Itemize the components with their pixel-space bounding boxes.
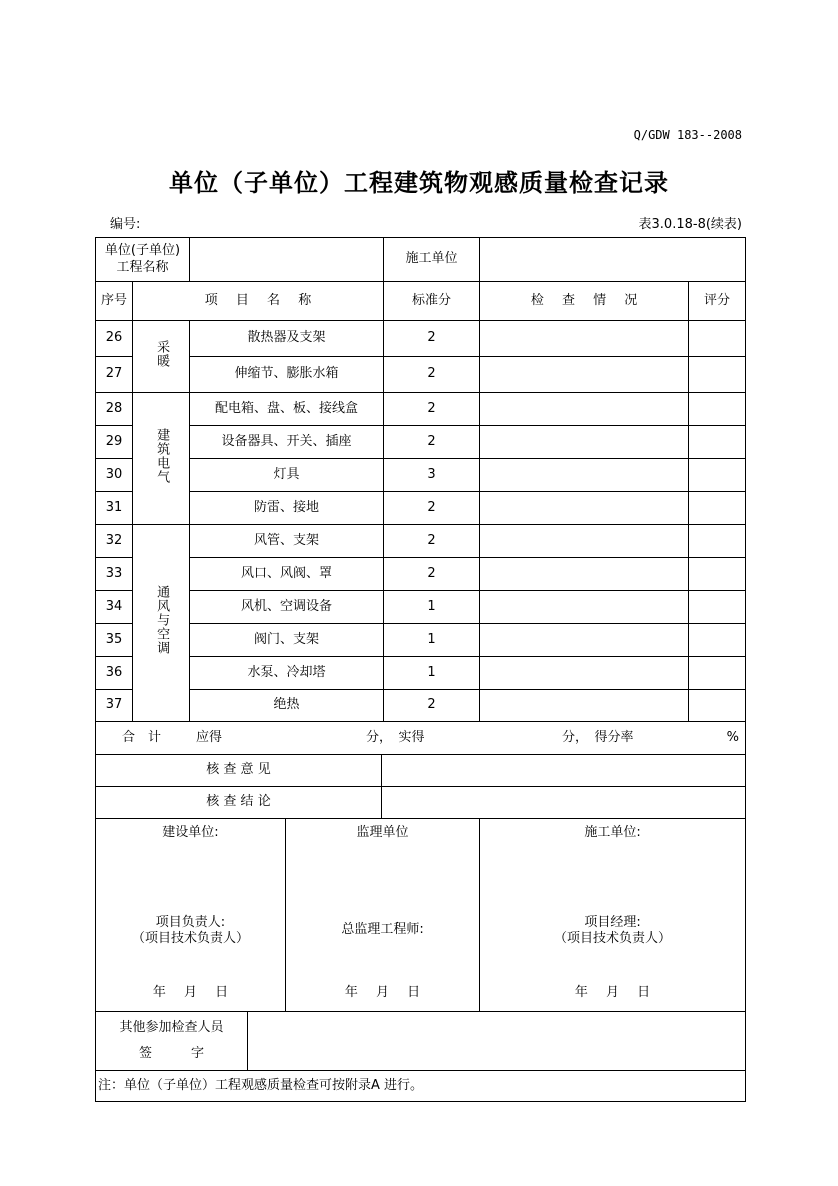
check-cell[interactable] (480, 426, 689, 459)
score-cell[interactable] (689, 690, 746, 722)
col-header-no: 序号 (96, 282, 133, 321)
group-electrical: 建筑电气 (133, 393, 190, 525)
standard-code: Q/GDW 183--2008 (633, 128, 742, 142)
table-row: 29 设备器具、开关、插座 2 (96, 426, 746, 459)
table-row: 27 伸缩节、膨胀水箱 2 (96, 357, 746, 393)
signature-supervisor: 监理单位 总监理工程师: 年 月 日 (286, 819, 480, 1012)
other-participants-field[interactable] (248, 1012, 746, 1071)
col-header-standard: 标准分 (384, 282, 480, 321)
score-cell[interactable] (689, 357, 746, 393)
check-cell[interactable] (480, 393, 689, 426)
score-cell[interactable] (689, 321, 746, 357)
score-cell[interactable] (689, 525, 746, 558)
score-cell[interactable] (689, 393, 746, 426)
form-number: 表3.0.18-8(续表) (638, 217, 742, 232)
table-row: 28 建筑电气 配电箱、盘、板、接线盒 2 (96, 393, 746, 426)
check-cell[interactable] (480, 591, 689, 624)
score-cell[interactable] (689, 591, 746, 624)
score-cell[interactable] (689, 624, 746, 657)
project-name-field[interactable] (190, 238, 384, 282)
check-cell[interactable] (480, 657, 689, 690)
contractor-field[interactable] (480, 238, 746, 282)
group-hvac: 通风与空调 (133, 525, 190, 722)
project-name-label: 单位(子单位) 工程名称 (96, 238, 190, 282)
group-heating: 采暖 (133, 321, 190, 393)
table-row: 36 水泵、冷却塔 1 (96, 657, 746, 690)
check-cell[interactable] (480, 624, 689, 657)
check-cell[interactable] (480, 525, 689, 558)
check-cell[interactable] (480, 321, 689, 357)
review-opinion-label: 核 查 意 见 (96, 755, 382, 787)
signature-contractor: 施工单位: 项目经理: （项目技术负责人） 年 月 日 (480, 819, 746, 1012)
table-row: 26 采暖 散热器及支架 2 (96, 321, 746, 357)
table-row: 35 阀门、支架 1 (96, 624, 746, 657)
score-cell[interactable] (689, 558, 746, 591)
contractor-label: 施工单位 (384, 238, 480, 282)
score-rate-label: 分， 得分率 (562, 729, 634, 745)
totals-label: 合 计 (122, 729, 162, 745)
review-conclusion-field[interactable] (382, 787, 746, 819)
footnote: 注：单位（子单位）工程观感质量检查可按附录A 进行。 (96, 1071, 746, 1102)
table-row: 37 绝热 2 (96, 690, 746, 722)
page-title: 单位（子单位）工程建筑物观感质量检查记录 (169, 169, 669, 197)
signature-row (96, 819, 746, 1012)
review-conclusion-label: 核 查 结 论 (96, 787, 382, 819)
signature-owner: 建设单位: 项目负责人: （项目技术负责人） 年 月 日 (96, 819, 286, 1012)
col-header-score: 评分 (689, 282, 746, 321)
totals-row (96, 722, 746, 755)
inspection-table (95, 237, 746, 1102)
percent-sign: % (726, 729, 740, 745)
check-cell[interactable] (480, 690, 689, 722)
table-row: 33 风口、风阀、罩 2 (96, 558, 746, 591)
table-row: 34 风机、空调设备 1 (96, 591, 746, 624)
should-get-label: 应得 (196, 729, 223, 745)
table-row: 31 防雷、接地 2 (96, 492, 746, 525)
check-cell[interactable] (480, 459, 689, 492)
score-cell[interactable] (689, 657, 746, 690)
col-header-check: 检 查 情 况 (480, 282, 689, 321)
review-opinion-field[interactable] (382, 755, 746, 787)
table-row: 30 灯具 3 (96, 459, 746, 492)
col-header-item: 项 目 名 称 (133, 282, 384, 321)
score-cell[interactable] (689, 426, 746, 459)
check-cell[interactable] (480, 357, 689, 393)
score-cell[interactable] (689, 492, 746, 525)
other-participants-label: 其他参加检查人员 签 字 (96, 1012, 248, 1071)
serial-number-label: 编号: (110, 217, 141, 232)
score-cell[interactable] (689, 459, 746, 492)
check-cell[interactable] (480, 492, 689, 525)
actual-get-label: 分， 实得 (366, 729, 425, 745)
check-cell[interactable] (480, 558, 689, 591)
table-row: 32 通风与空调 风管、支架 2 (96, 525, 746, 558)
